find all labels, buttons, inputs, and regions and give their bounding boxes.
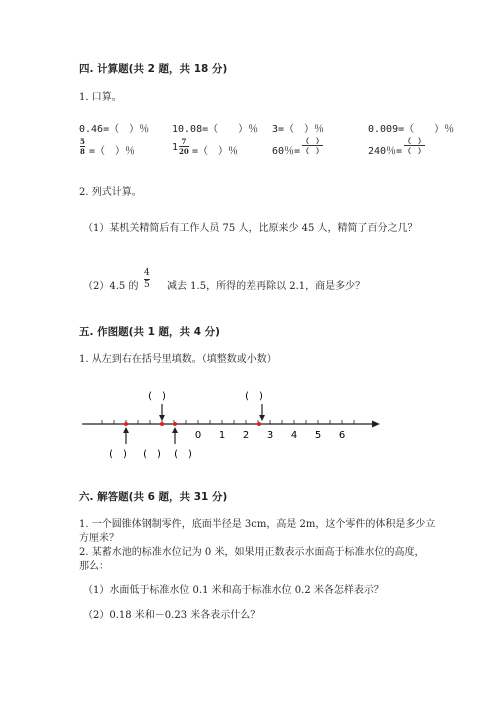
q1-label: 1. 口算。 (79, 92, 122, 103)
oral-calc-6-whole: 1 (172, 142, 179, 153)
s6-q2-part1: （1）水面低于标准水位 0.1 米和高于标准水位 0.2 米各怎样表示？ (83, 585, 384, 596)
oral-calc-8-fraction: （ ） （ ） (404, 136, 425, 155)
point-marker (173, 422, 177, 426)
q2-part2-head: （2）4.5 的 (83, 281, 139, 292)
q2-label: 2. 列式计算。 (79, 187, 142, 198)
oral-calc-1: 0.46=（ ）％ (79, 124, 150, 135)
s6-q2-line2: 那么： (79, 561, 109, 572)
down-arrow-1-head (159, 415, 165, 421)
tick-label-6: 6 (338, 430, 346, 441)
oral-calc-6-fraction: 7 20 (179, 137, 189, 156)
tick-label-2: 2 (242, 430, 250, 441)
section5-title: 五. 作图题(共 1 题，共 4 分) (79, 326, 220, 338)
oral-calc-7-fraction: （ ） （ ） (302, 136, 323, 155)
oral-calc-2: 10.08=（ ）％ (172, 124, 259, 135)
oral-calc-3: 3=（ ）％ (272, 124, 325, 135)
oral-calc-4: 0.009=（ ）％ (368, 124, 455, 135)
blank-below-1: ( ) (109, 449, 127, 460)
s6-q2-part2: （2）0.18 米和－0.23 米各表示什么？ (83, 610, 261, 621)
up-arrow-2-head (172, 427, 178, 433)
tick-label-3: 3 (266, 430, 274, 441)
oral-calc-8-head: 240％= (368, 146, 403, 157)
tick-label-5: 5 (314, 430, 322, 441)
blank-above-2: ( ) (245, 391, 263, 402)
blank-above-1: ( ) (148, 391, 166, 402)
tick-label-1: 1 (218, 430, 226, 441)
axis-arrowhead (372, 421, 380, 428)
blank-below-2: ( ) (143, 449, 161, 460)
number-line-figure (0, 380, 500, 470)
blank-below-3: ( ) (174, 449, 192, 460)
section6-title: 六. 解答题(共 6 题，共 31 分) (79, 491, 228, 503)
s6-q1-line1: 1. 一个圆锥体钢制零件，底面半径是 3cm，高是 2m，这个零件的体积是多少立 (79, 519, 436, 530)
oral-calc-5-fraction: 5 8 (80, 137, 85, 156)
s6-q1-line2: 方厘米？ (79, 533, 119, 544)
up-arrow-1-head (123, 427, 129, 433)
point-marker (124, 422, 128, 426)
minor-ticks (102, 420, 354, 424)
tick-label-4: 4 (290, 430, 298, 441)
point-marker (257, 422, 261, 426)
down-arrow-2-head (259, 415, 265, 421)
oral-calc-5-tail: =（ ）％ (89, 146, 136, 157)
q2-part2-fraction: 4 5 (144, 268, 150, 290)
section4-title: 四. 计算题(共 2 题，共 18 分) (79, 63, 228, 75)
oral-calc-7-head: 60％= (272, 146, 301, 157)
tick-label-0: 0 (194, 430, 202, 441)
oral-calc-6-tail: =（ ）％ (192, 146, 239, 157)
point-marker (160, 422, 164, 426)
s6-q2-line1: 2. 某蓄水池的标准水位记为 0 米，如果用正数表示水面高于标准水位的高度， (79, 547, 425, 558)
q2-part1: （1）某机关精简后有工作人员 75 人，比原来少 45 人，精简了百分之几？ (83, 223, 418, 234)
q2-part2-tail: 减去 1.5，所得的差再除以 2.1，商是多少？ (167, 281, 366, 292)
s5-q1-label: 1. 从左到右在括号里填数。（填整数或小数） (79, 354, 277, 365)
